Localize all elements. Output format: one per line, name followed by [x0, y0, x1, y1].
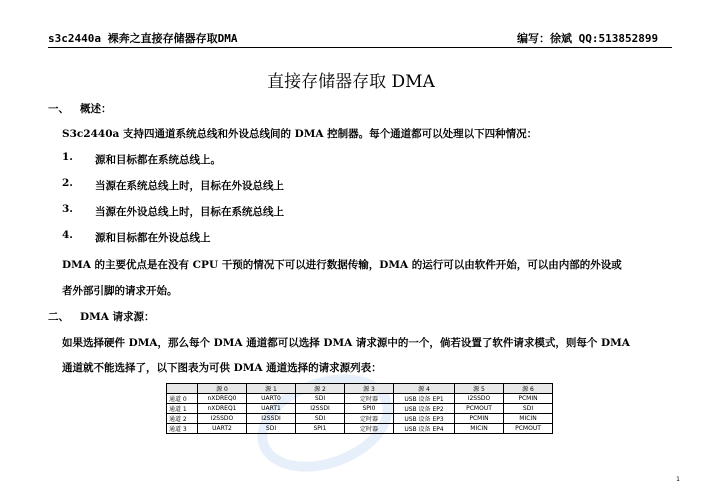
- table-cell: 通道 1: [167, 404, 198, 414]
- table-cell: USB 设备 EP2: [394, 404, 455, 414]
- section2-paragraph-line1: 如果选择硬件 DMA，那么每个 DMA 通道都可以选择 DMA 请求源中的一个，倘若设置了软件请求模式，则每个 DMA: [62, 337, 630, 349]
- table-header-cell: 源 3: [345, 384, 394, 394]
- table-cell: USB 设备 EP3: [394, 414, 455, 424]
- table-cell: UART2: [198, 424, 247, 434]
- section1-paragraph-line2: 者外部引脚的请求开始。: [62, 285, 178, 297]
- table-cell: PCMOUT: [504, 424, 553, 434]
- table-cell: 定时器: [345, 414, 394, 424]
- table-cell: I2SSDO: [198, 414, 247, 424]
- table-cell: nXDREQ0: [198, 394, 247, 404]
- table-cell: UART1: [247, 404, 296, 414]
- table-cell: 定时器: [345, 394, 394, 404]
- table-cell: SDI: [504, 404, 553, 414]
- table-cell: PCMIN: [504, 394, 553, 404]
- list-item-number: 4.: [62, 229, 73, 241]
- table-header-row: [167, 384, 553, 394]
- section1-heading: 概述：: [80, 103, 112, 115]
- list-item-number: 1.: [62, 151, 73, 163]
- dma-request-source-table: [166, 383, 553, 434]
- table-cell: 通道 3: [167, 424, 198, 434]
- section2-number: 二、: [48, 311, 69, 323]
- list-item-number: 3.: [62, 203, 73, 215]
- table-header-cell: 源 1: [247, 384, 296, 394]
- list-item-text: 源和目标都在外设总线上: [95, 232, 211, 244]
- table-row: [167, 394, 553, 404]
- section1-number: 一、: [48, 103, 69, 115]
- table-cell: SPI0: [345, 404, 394, 414]
- section2-paragraph-line2: 通道就不能选择了，以下图表为可供 DMA 通道选择的请求源列表：: [62, 362, 382, 374]
- header-title: s3c2440a 裸奔之直接存储器存取DMA: [48, 32, 238, 45]
- table-cell: MICIN: [455, 424, 504, 434]
- table-header-cell: 源 2: [296, 384, 345, 394]
- section1-paragraph-line1: DMA 的主要优点是在没有 CPU 干预的情况下可以进行数据传输，DMA 的运行可以由软件开始，可以由内部的外设或: [62, 259, 622, 271]
- table-cell: 通道 2: [167, 414, 198, 424]
- table-cell: USB 设备 EP1: [394, 394, 455, 404]
- table-cell: SDI: [247, 424, 296, 434]
- table-cell: 通道 0: [167, 394, 198, 404]
- header-rule: [48, 47, 672, 48]
- table-header-cell: [167, 384, 198, 394]
- table-header-cell: 源 4: [394, 384, 455, 394]
- table-row: [167, 424, 553, 434]
- table-header-cell: 源 5: [455, 384, 504, 394]
- table-cell: PCMOUT: [455, 404, 504, 414]
- table-cell: SDI: [296, 414, 345, 424]
- table-header-cell: 源 0: [198, 384, 247, 394]
- section1-intro: S3c2440a 支持四通道系统总线和外设总线间的 DMA 控制器。每个通道都可以处理以下四种情况：: [62, 128, 538, 140]
- header-author: 编写：徐斌 QQ:513852899: [517, 32, 659, 45]
- table-cell: SPI1: [296, 424, 345, 434]
- list-item-text: 当源在系统总线上时，目标在外设总线上: [95, 180, 284, 192]
- table-cell: MICIN: [504, 414, 553, 424]
- table-cell: UART0: [247, 394, 296, 404]
- table-cell: SDI: [296, 394, 345, 404]
- list-item-text: 当源在外设总线上时，目标在系统总线上: [95, 206, 284, 218]
- section2-heading: DMA 请求源：: [80, 311, 155, 323]
- table-cell: 定时器: [345, 424, 394, 434]
- table-row: [167, 414, 553, 424]
- document-title: 直接存储器存取 DMA: [267, 72, 435, 92]
- table-cell: PCMIN: [455, 414, 504, 424]
- table-cell: nXDREQ1: [198, 404, 247, 414]
- list-item-number: 2.: [62, 177, 73, 189]
- table-header-cell: 源 6: [504, 384, 553, 394]
- table-row: [167, 404, 553, 414]
- table-cell: I2SSDO: [455, 394, 504, 404]
- page-number: 1: [676, 476, 680, 483]
- list-item-text: 源和目标都在系统总线上。: [95, 154, 221, 166]
- table-cell: I2SSDI: [247, 414, 296, 424]
- table-cell: I2SSDI: [296, 404, 345, 414]
- table-cell: USB 设备 EP4: [394, 424, 455, 434]
